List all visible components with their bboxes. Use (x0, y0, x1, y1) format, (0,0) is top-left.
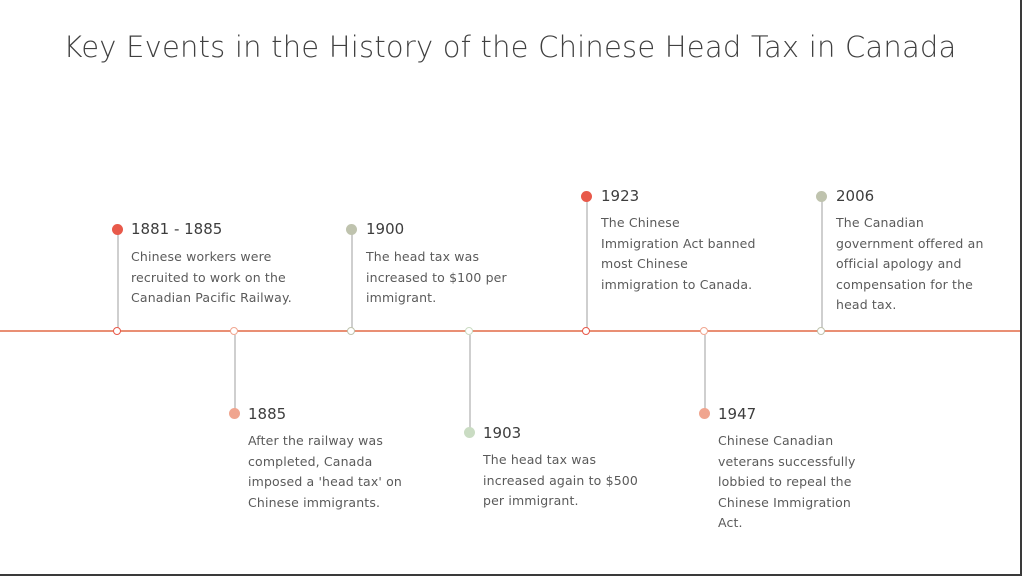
page-title: Key Events in the History of the Chinese Head Tax in Canada (63, 30, 957, 64)
axis-node (817, 327, 825, 335)
axis-node (113, 327, 121, 335)
event-description: The head tax was increased to $100 per immigrant. (366, 249, 507, 305)
event-marker-dot (346, 224, 357, 235)
event-marker-dot (699, 408, 710, 419)
event-marker-dot (581, 191, 592, 202)
event-stem (469, 335, 471, 430)
axis-node (582, 327, 590, 335)
event-date: 1881 - 1885 (131, 220, 223, 238)
event-stem (586, 200, 588, 328)
axis-node (230, 327, 238, 335)
event-marker-dot (464, 427, 475, 438)
event-date: 1900 (366, 220, 405, 238)
event-date: 1923 (601, 187, 640, 205)
event-description: The Canadian government offered an official apology and compensation for the head tax. (836, 215, 984, 312)
axis-node (465, 327, 473, 335)
event-description: The Chinese Immigration Act banned most Chinese immigration to Canada. (601, 215, 756, 292)
event-description: The head tax was increased again to $500 per immigrant. (483, 452, 639, 508)
event-description: After the railway was completed, Canada imposed a 'head tax' on Chinese immigrants. (248, 433, 402, 510)
event-marker-dot (816, 191, 827, 202)
event-date: 1947 (718, 405, 757, 423)
event-marker-dot (229, 408, 240, 419)
timeline-axis (0, 330, 1020, 332)
axis-node (347, 327, 355, 335)
event-description: Chinese Canadian veterans successfully lobbied to repeal the Chinese Immigration Act. (718, 433, 856, 530)
event-stem (821, 200, 823, 328)
event-date: 1903 (483, 424, 522, 442)
event-stem (234, 335, 236, 411)
event-date: 1885 (248, 405, 287, 423)
event-stem (351, 232, 353, 328)
axis-node (700, 327, 708, 335)
event-stem (704, 335, 706, 411)
event-description: Chinese workers were recruited to work on the Canadian Pacific Railway. (131, 249, 292, 305)
event-date: 2006 (836, 187, 875, 205)
event-marker-dot (112, 224, 123, 235)
event-stem (117, 232, 119, 328)
